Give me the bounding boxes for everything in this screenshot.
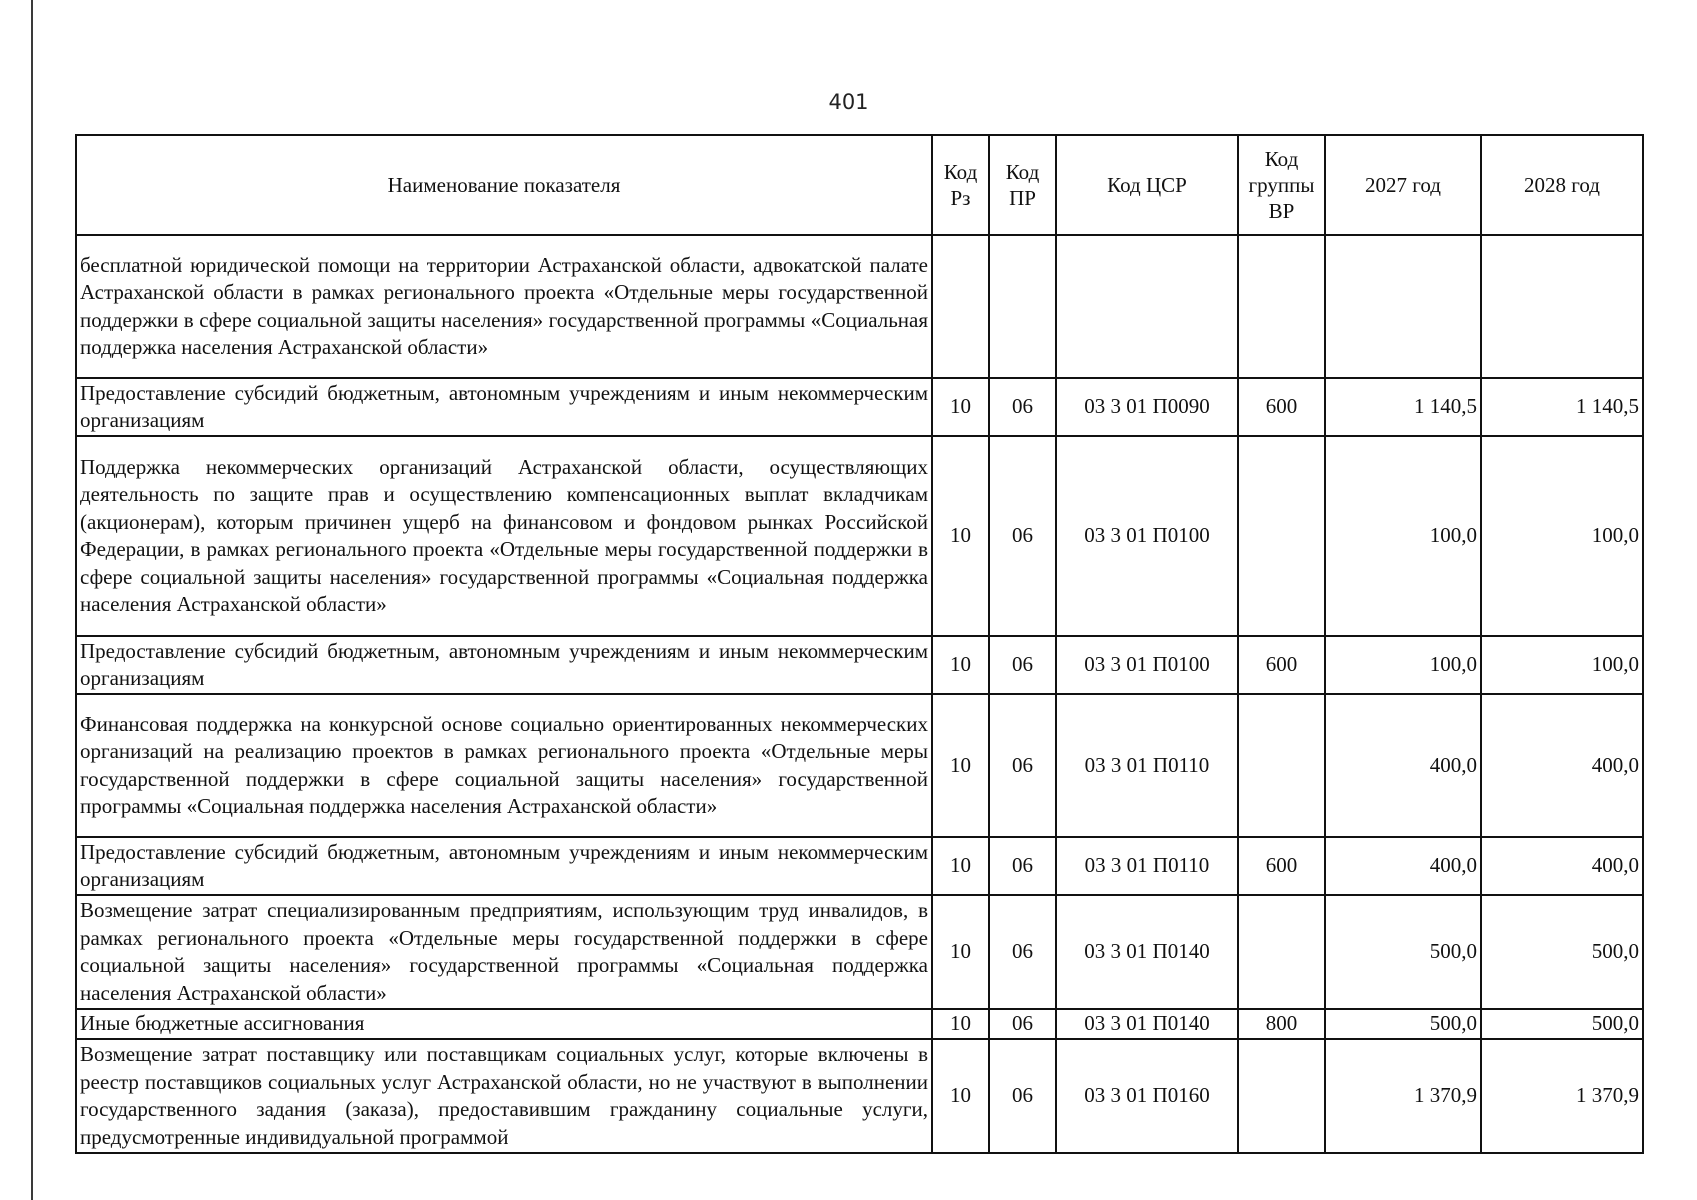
cell-rz: 10 — [932, 636, 989, 694]
cell-2028: 100,0 — [1481, 436, 1643, 636]
table-row — [76, 895, 1643, 1009]
cell-pr — [989, 235, 1056, 378]
table-header — [76, 135, 1643, 235]
header-name: Наименование показателя — [76, 135, 932, 235]
table-row — [76, 837, 1643, 895]
cell-name: Возмещение затрат специализированным предприятиям, использующим труд инвалидов, в рамках регионального проекта «Отдельные меры государственной поддержки в сфере социальной защиты населения» государственной программы «Социальная поддержка населения Астраханской области» — [76, 895, 932, 1009]
table-row — [76, 436, 1643, 636]
cell-pr: 06 — [989, 1009, 1056, 1039]
header-2027: 2027 год — [1325, 135, 1481, 235]
page-number: 401 — [828, 90, 869, 114]
table-row — [76, 694, 1643, 837]
cell-csr: 03 3 01 П0110 — [1056, 837, 1238, 895]
cell-2027: 100,0 — [1325, 436, 1481, 636]
cell-2028: 1 370,9 — [1481, 1039, 1643, 1153]
cell-2027: 500,0 — [1325, 1009, 1481, 1039]
header-2028: 2028 год — [1481, 135, 1643, 235]
table-body — [76, 235, 1643, 1153]
cell-2028: 400,0 — [1481, 694, 1643, 837]
cell-name: Предоставление субсидий бюджетным, автономным учреждениям и иным некоммерческим организациям — [76, 636, 932, 694]
cell-name: Возмещение затрат поставщику или поставщикам социальных услуг, которые включены в реестр поставщиков социальных услуг Астраханской области, но не участвуют в выполнении государственного задания (заказа), предоставившим гражданину социальные услуги, предусмотренные индивидуальной программой — [76, 1039, 932, 1153]
header-rz: Код Рз — [932, 135, 989, 235]
cell-2028: 400,0 — [1481, 837, 1643, 895]
cell-2028: 1 140,5 — [1481, 378, 1643, 436]
cell-pr: 06 — [989, 636, 1056, 694]
cell-pr: 06 — [989, 694, 1056, 837]
cell-name: Поддержка некоммерческих организаций Астраханской области, осуществляющих деятельность по защите прав и осуществлению компенсационных выплат вкладчикам (акционерам), которым причинен ущерб на финансовом и фондовом рынках Российской Федерации, в рамках регионального проекта «Отдельные меры государственной поддержки в сфере социальной защиты населения» государственной программы «Социальная поддержка населения Астраханской области» — [76, 436, 932, 636]
cell-2028 — [1481, 235, 1643, 378]
cell-vr: 800 — [1238, 1009, 1325, 1039]
cell-pr: 06 — [989, 378, 1056, 436]
table-row — [76, 1009, 1643, 1039]
header-csr: Код ЦСР — [1056, 135, 1238, 235]
cell-vr: 600 — [1238, 636, 1325, 694]
table-row — [76, 378, 1643, 436]
cell-name: бесплатной юридической помощи на территории Астраханской области, адвокатской палате Астраханской области в рамках регионального проекта «Отдельные меры государственной поддержки в сфере социальной защиты населения» государственной программы «Социальная поддержка населения Астраханской области» — [76, 235, 932, 378]
cell-vr: 600 — [1238, 837, 1325, 895]
cell-vr — [1238, 235, 1325, 378]
cell-csr: 03 3 01 П0140 — [1056, 895, 1238, 1009]
cell-name: Финансовая поддержка на конкурсной основе социально ориентированных некоммерческих организаций на реализацию проектов в рамках регионального проекта «Отдельные меры государственной поддержки в сфере социальной защиты населения» государственной программы «Социальная поддержка населения Астраханской области» — [76, 694, 932, 837]
cell-csr: 03 3 01 П0110 — [1056, 694, 1238, 837]
cell-rz: 10 — [932, 1009, 989, 1039]
cell-pr: 06 — [989, 1039, 1056, 1153]
cell-rz: 10 — [932, 378, 989, 436]
cell-csr: 03 3 01 П0090 — [1056, 378, 1238, 436]
cell-csr — [1056, 235, 1238, 378]
cell-rz: 10 — [932, 837, 989, 895]
header-pr: Код ПР — [989, 135, 1056, 235]
left-margin-line — [31, 0, 33, 1200]
header-vr: Код группы ВР — [1238, 135, 1325, 235]
cell-csr: 03 3 01 П0100 — [1056, 636, 1238, 694]
table-row — [76, 235, 1643, 378]
table-row — [76, 636, 1643, 694]
cell-pr: 06 — [989, 837, 1056, 895]
cell-csr: 03 3 01 П0160 — [1056, 1039, 1238, 1153]
cell-2027: 500,0 — [1325, 895, 1481, 1009]
cell-vr — [1238, 895, 1325, 1009]
cell-2028: 500,0 — [1481, 1009, 1643, 1039]
cell-pr: 06 — [989, 895, 1056, 1009]
cell-rz — [932, 235, 989, 378]
cell-vr — [1238, 436, 1325, 636]
cell-2027: 1 140,5 — [1325, 378, 1481, 436]
cell-2027 — [1325, 235, 1481, 378]
cell-csr: 03 3 01 П0140 — [1056, 1009, 1238, 1039]
cell-2028: 500,0 — [1481, 895, 1643, 1009]
budget-table — [75, 134, 1644, 1154]
cell-vr — [1238, 694, 1325, 837]
cell-rz: 10 — [932, 1039, 989, 1153]
cell-name: Предоставление субсидий бюджетным, автономным учреждениям и иным некоммерческим организациям — [76, 378, 932, 436]
cell-2027: 100,0 — [1325, 636, 1481, 694]
cell-rz: 10 — [932, 895, 989, 1009]
cell-vr: 600 — [1238, 378, 1325, 436]
cell-2027: 1 370,9 — [1325, 1039, 1481, 1153]
cell-vr — [1238, 1039, 1325, 1153]
cell-name: Иные бюджетные ассигнования — [76, 1009, 932, 1039]
cell-2028: 100,0 — [1481, 636, 1643, 694]
cell-csr: 03 3 01 П0100 — [1056, 436, 1238, 636]
cell-2027: 400,0 — [1325, 694, 1481, 837]
cell-2027: 400,0 — [1325, 837, 1481, 895]
cell-rz: 10 — [932, 436, 989, 636]
cell-pr: 06 — [989, 436, 1056, 636]
cell-rz: 10 — [932, 694, 989, 837]
cell-name: Предоставление субсидий бюджетным, автономным учреждениям и иным некоммерческим организациям — [76, 837, 932, 895]
table-row — [76, 1039, 1643, 1153]
